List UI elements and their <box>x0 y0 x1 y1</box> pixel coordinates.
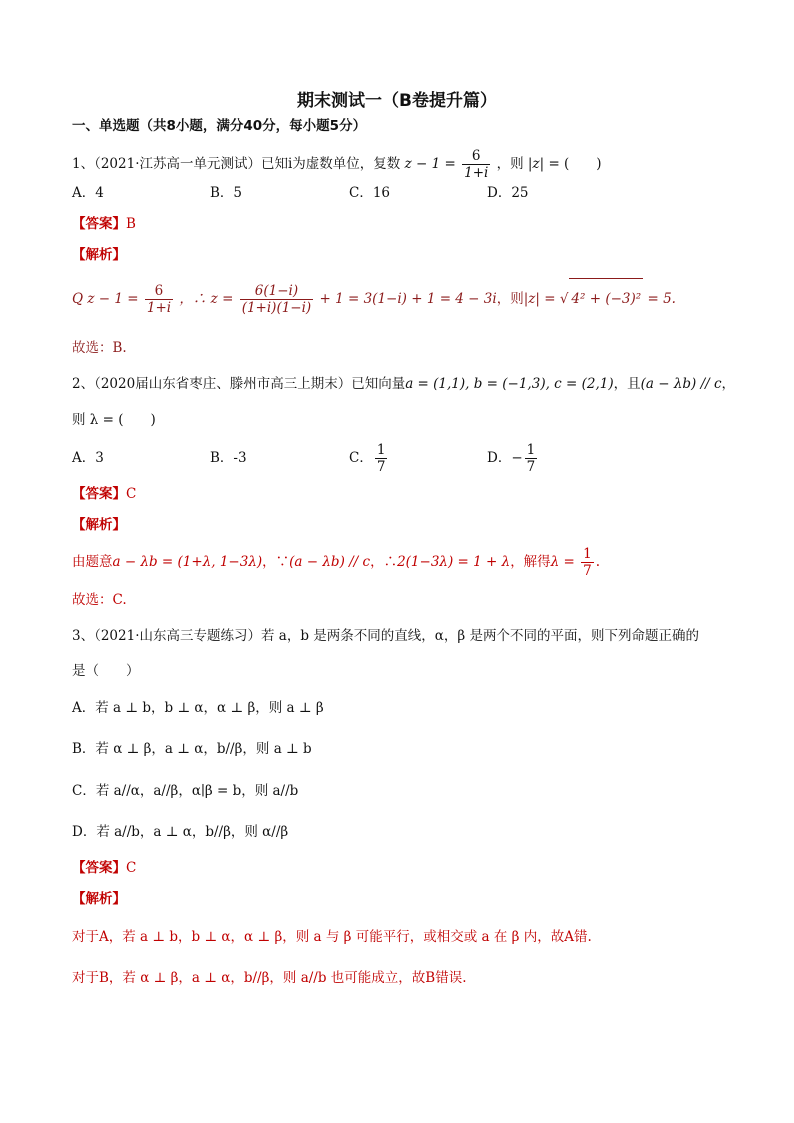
q1-analysis-label: 【解析】 <box>72 247 126 263</box>
q3-solution-line2: 对于B，若 α ⊥ β，a ⊥ α，b//β，则 a//b 也可能成立，故B错误. <box>72 970 467 986</box>
q1-stem <box>72 148 602 181</box>
q1-fraction-denominator: 1+i <box>464 165 489 181</box>
q2-option-d-den: 7 <box>526 459 536 475</box>
q2-stem-and: ，且 <box>613 376 641 392</box>
q2-answer <box>72 484 136 504</box>
q1-solution-fraction-den: 1+i <box>146 300 172 316</box>
q2-stem-line2: 则 λ = ( ) <box>72 412 156 428</box>
q1-modulus: |z| <box>527 156 545 172</box>
q1-solution-final: = 5. <box>647 291 676 307</box>
q2-option-c-prefix: C． <box>349 450 373 466</box>
q2-vectors: a = (1,1), b = (−1,3), c = (2,1) <box>405 376 614 392</box>
q1-conclusion: 故选：B. <box>72 340 127 356</box>
q1-fraction <box>462 148 490 181</box>
q2-solution-fraction <box>581 546 594 579</box>
q1-option-d: D．25 <box>487 185 529 201</box>
q2-solution-end: . <box>595 554 601 570</box>
q2-stem-comma: ， <box>721 376 736 392</box>
q2-solution <box>72 542 600 582</box>
q1-solution-fraction <box>145 283 173 316</box>
q3-option-c: C．若 a//α，a//β，α∣β = b，则 a//b <box>72 783 299 799</box>
q2-option-a: A．3 <box>72 450 104 466</box>
q1-stem-blank: = ( ) <box>548 156 602 172</box>
q3-stem-line2: 是（ ） <box>72 663 140 679</box>
q1-equation-lhs: z − 1 = <box>404 156 456 172</box>
q3-stem-line1: 3、（2021·山东高三专题练习）若 a，b 是两条不同的直线，α，β 是两个不同的平面，则下列命题正确的 <box>72 628 699 644</box>
q2-solution-therefore: ，∴ <box>370 554 398 570</box>
q2-option-d-fraction <box>525 442 538 475</box>
q1-solution-therefore: ，∴ z = <box>179 291 234 307</box>
q1-solution <box>72 278 676 319</box>
q2-solution-vector: a − λb = (1+λ, 1−3λ) <box>112 554 263 570</box>
q3-option-d: D．若 a//b，a ⊥ α，b//β，则 α//β <box>72 824 289 840</box>
q3-answer-label: 【答案】 <box>72 860 126 876</box>
q3-answer-value: C <box>126 860 137 876</box>
q2-option-d-prefix: D．− <box>487 450 523 466</box>
q1-solution-result: + 1 = 3(1−i) + 1 = 4 − 3i <box>319 291 497 307</box>
q3-option-b: B．若 α ⊥ β，a ⊥ α，b//β，则 a ⊥ b <box>72 741 312 757</box>
q1-fraction-numerator: 6 <box>471 148 481 164</box>
section-heading: 一、单选题（共8小题，满分40分，每小题5分） <box>72 118 367 134</box>
q2-solution-intro: 由题意 <box>72 554 113 570</box>
q2-option-b: B．-3 <box>210 450 247 466</box>
q2-solution-fraction-den: 7 <box>583 563 592 579</box>
q1-option-b: B．5 <box>210 185 243 201</box>
q1-answer-label: 【答案】 <box>72 216 126 232</box>
q1-solution-sqrt: √ 4² + (−3)² <box>560 291 643 307</box>
q2-solution-solve: ，解得 <box>510 554 551 570</box>
q1-option-c: C．16 <box>349 185 391 201</box>
q2-solution-equation: 2(1−3λ) = 1 + λ <box>397 554 511 570</box>
q3-analysis-label: 【解析】 <box>72 891 126 907</box>
q2-conclusion: 故选：C. <box>72 592 127 608</box>
q2-analysis-label: 【解析】 <box>72 517 126 533</box>
q2-condition: (a − λb) // c <box>640 376 722 392</box>
q2-answer-label: 【答案】 <box>72 486 126 502</box>
q2-option-d-num: 1 <box>526 442 536 458</box>
q1-solution-fraction2-den: (1+i)(1−i) <box>241 300 312 316</box>
q2-solution-lambda: λ = <box>550 554 575 570</box>
q2-answer-value: C <box>126 486 137 502</box>
q1-stem-text: 1、（2021·江苏高一单元测试）已知i为虚数单位，复数 <box>72 156 401 172</box>
q2-solution-fraction-num: 1 <box>583 546 592 562</box>
q2-option-c-num: 1 <box>376 442 386 458</box>
q2-option-d <box>487 438 539 478</box>
q1-stem-then: ，则 <box>496 156 524 172</box>
q3-answer <box>72 858 136 878</box>
q1-solution-sqrt-radicand: 4² + (−3)² <box>569 278 643 319</box>
q1-solution-fraction2 <box>240 283 314 316</box>
q1-answer-value: B <box>126 216 136 232</box>
q2-solution-because: ，∵ <box>262 554 290 570</box>
q2-stem <box>72 374 735 394</box>
q2-option-c-fraction <box>375 442 388 475</box>
q2-option-c-den: 7 <box>376 459 386 475</box>
q3-option-a: A．若 a ⊥ b，b ⊥ α，α ⊥ β，则 a ⊥ β <box>72 700 324 716</box>
q3-solution-line1: 对于A，若 a ⊥ b，b ⊥ α，α ⊥ β，则 a 与 β 可能平行，或相交或 a 在 β 内，故A错. <box>72 929 592 945</box>
q1-solution-then: ，则 <box>496 291 524 307</box>
q2-option-c <box>349 438 389 478</box>
q1-solution-modulus: |z| = <box>523 291 556 307</box>
q1-solution-fraction-num: 6 <box>154 283 164 299</box>
q1-option-a: A．4 <box>72 185 104 201</box>
q2-stem-text: 2、（2020届山东省枣庄、滕州市高三上期末）已知向量 <box>72 376 406 392</box>
q1-answer <box>72 214 136 234</box>
page-title: 期末测试一（B卷提升篇） <box>297 91 497 111</box>
q1-solution-start: Q z − 1 = <box>72 291 139 307</box>
q2-solution-parallel: (a − λb) // c <box>289 554 371 570</box>
q1-solution-fraction2-num: 6(1−i) <box>254 283 299 299</box>
